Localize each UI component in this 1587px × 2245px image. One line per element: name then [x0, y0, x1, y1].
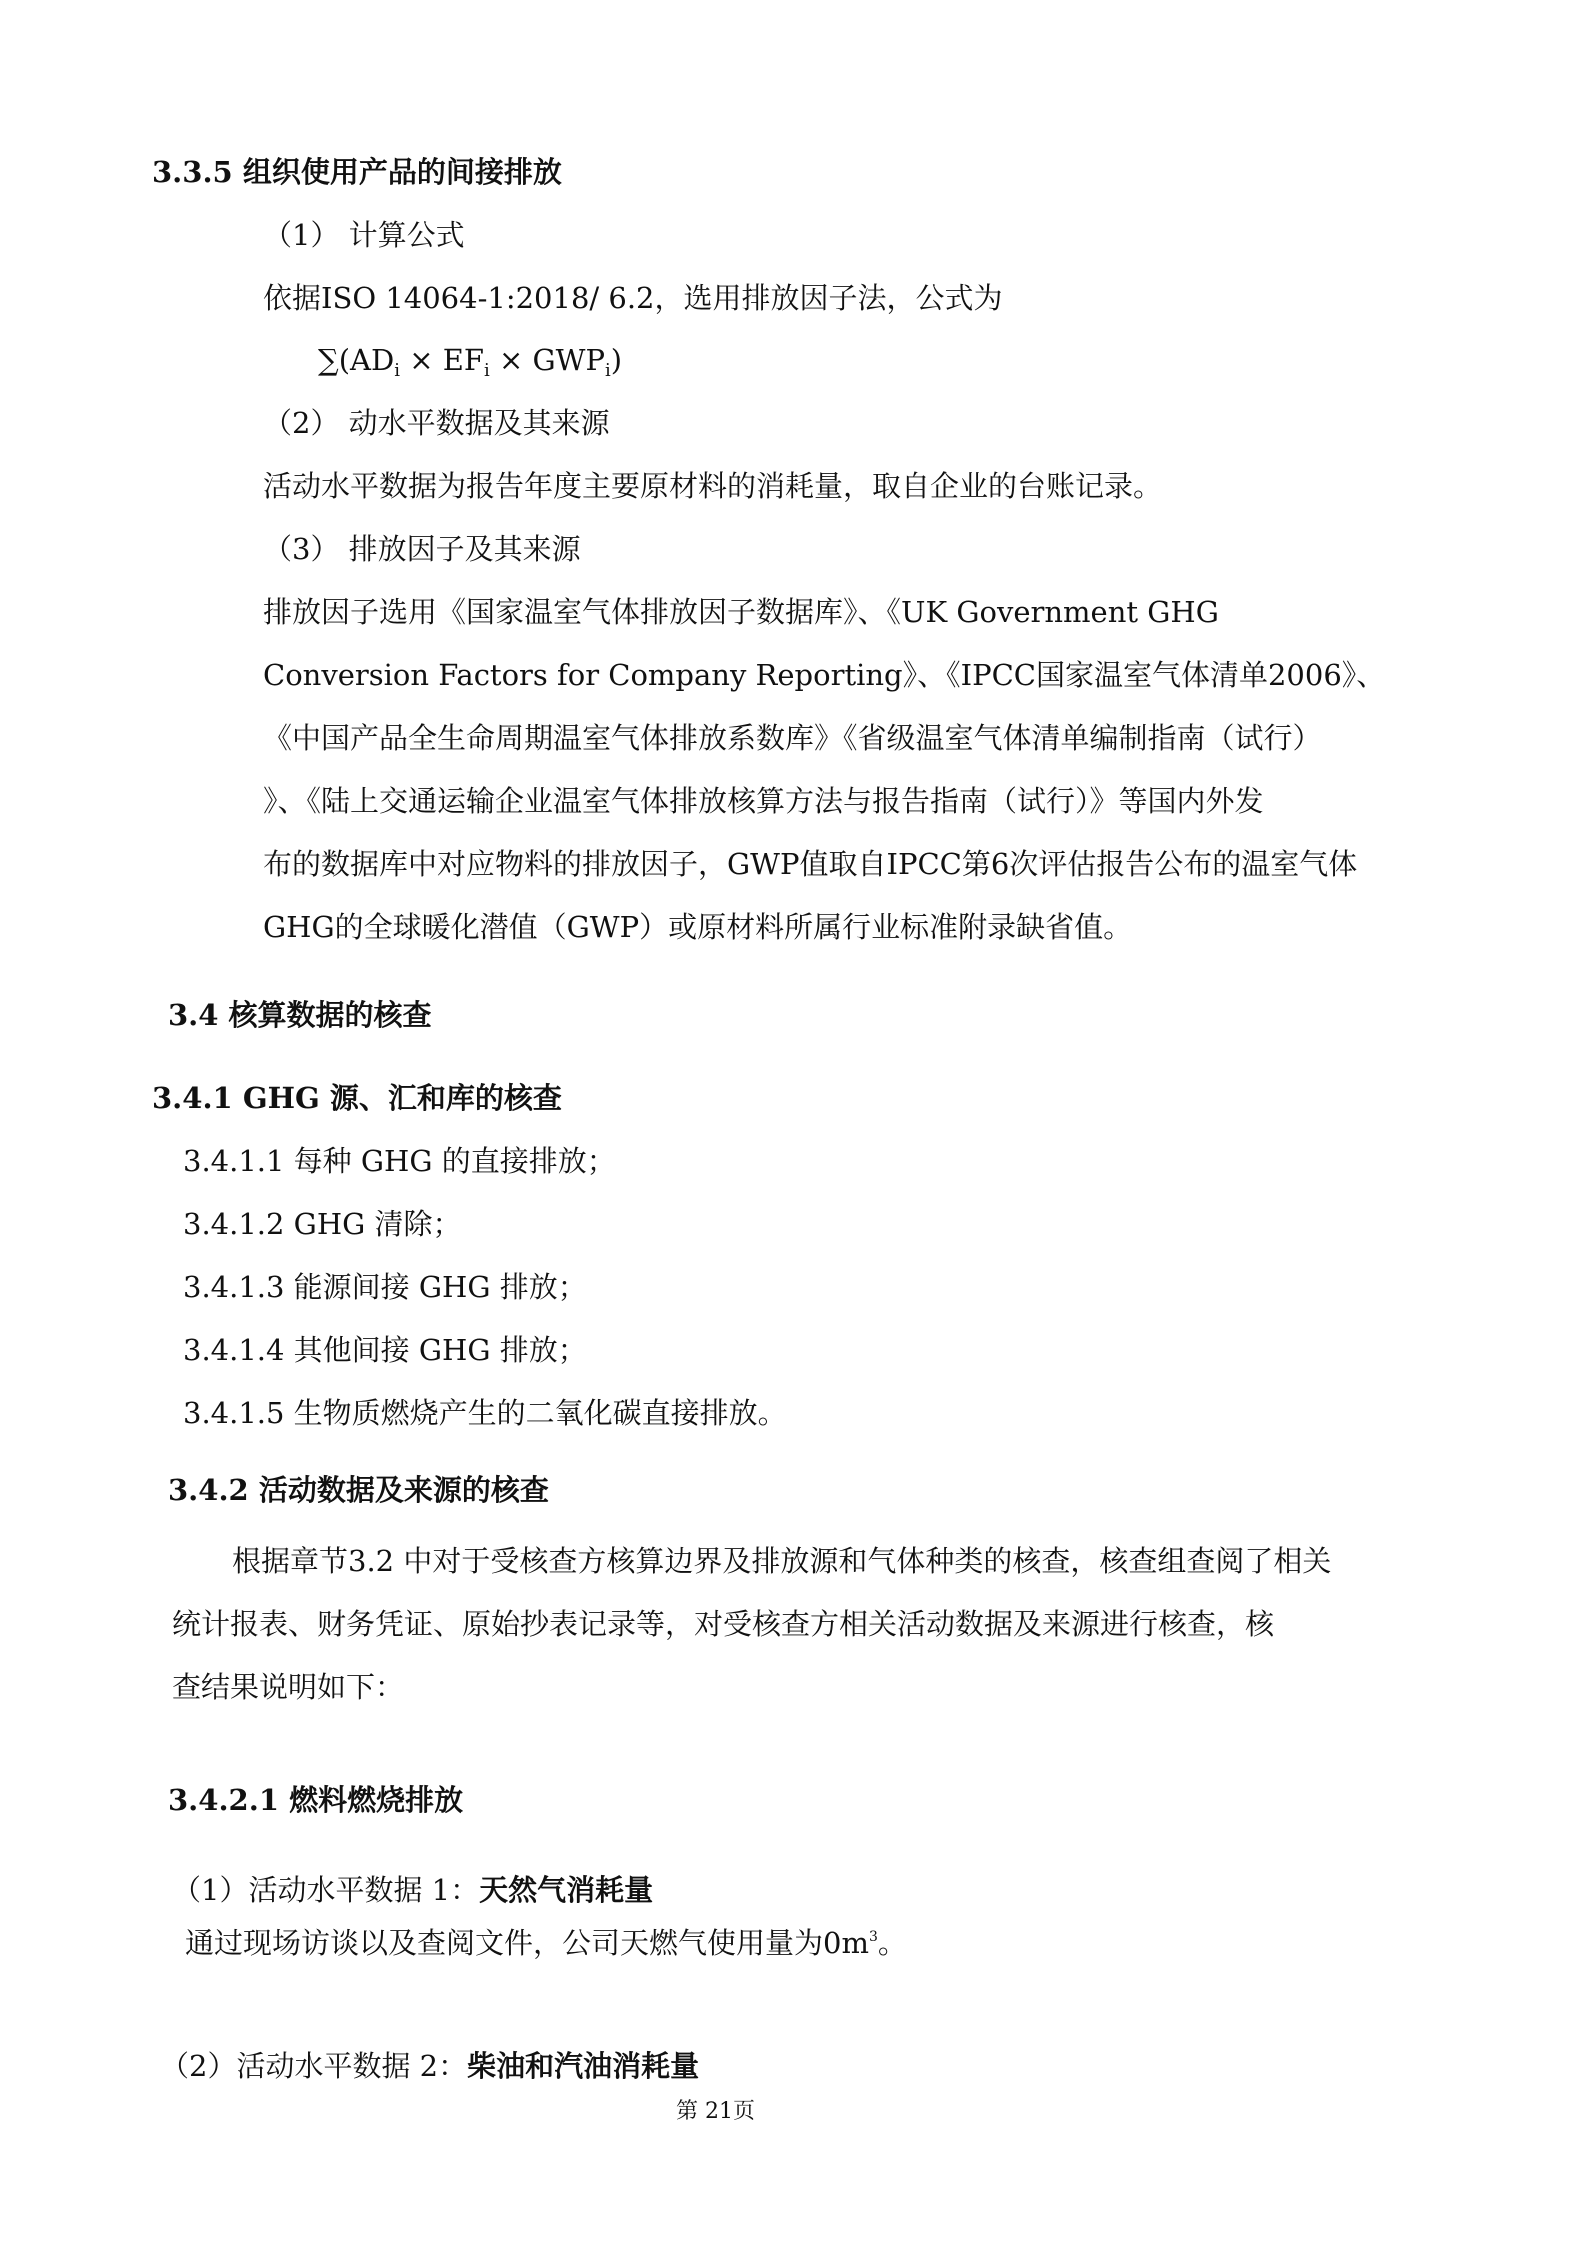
section-3-3-5-heading: 3.3.5 组织使用产品的间接排放 [152, 155, 562, 189]
formula-sub: i [484, 360, 490, 381]
ghg-list-item: 3.4.1.1 每种 GHG 的直接排放； [183, 1144, 616, 1178]
factor-source-line: GHG的全球暖化潜值（GWP）或原材料所属行业标准附录缺省值。 [263, 910, 1133, 944]
section-3-4-2-heading: 3.4.2 活动数据及来源的核查 [168, 1473, 549, 1507]
ghg-list-item: 3.4.1.2 GHG 清除； [183, 1207, 462, 1241]
sum-symbol: ∑ [318, 343, 339, 377]
formula-close: ) [610, 343, 623, 377]
activity-data-1 [172, 1870, 653, 1910]
gas-usage-end: 。 [877, 1926, 907, 1960]
activity-data-2 [160, 2046, 699, 2086]
formula-gwp: × GWP [489, 343, 606, 377]
activity-data-1-text [185, 1917, 907, 1963]
formula-sub: i [394, 360, 400, 381]
activity-data-1-prefix: （1）活动水平数据 1： [172, 1873, 480, 1907]
formula-ef: × EF [399, 343, 485, 377]
formula-sub: i [605, 360, 611, 381]
factor-source-line: Conversion Factors for Company Reporting》、《IPCC国家温室气体清单2006》、 [263, 658, 1386, 692]
ghg-list-item: 3.4.1.5 生物质燃烧产生的二氧化碳直接排放。 [183, 1396, 787, 1430]
paragraph-line: 统计报表、财务凭证、原始抄表记录等，对受核查方相关活动数据及来源进行核查，核 [172, 1607, 1275, 1641]
paragraph-line: 根据章节3.2 中对于受核查方核算边界及排放源和气体种类的核查，核查组查阅了相关 [232, 1544, 1332, 1578]
activity-data-1-title: 天然气消耗量 [479, 1873, 654, 1907]
activity-source-label: （2） 动水平数据及其来源 [263, 406, 610, 440]
cubic-superscript: 3 [868, 1929, 878, 1945]
activity-data-2-prefix: （2）活动水平数据 2： [160, 2049, 468, 2083]
page-number: 第 21页 [676, 2099, 755, 2124]
paragraph-line: 查结果说明如下： [172, 1670, 405, 1704]
activity-source-text: 活动水平数据为报告年度主要原材料的消耗量，取自企业的台账记录。 [263, 469, 1163, 503]
factor-source-line: 布的数据库中对应物料的排放因子，GWP值取自IPCC第6次评估报告公布的温室气体 [263, 847, 1358, 881]
basis-text: 依据ISO 14064-1:2018/ 6.2，选用排放因子法，公式为 [263, 281, 1003, 315]
factor-source-line: 排放因子选用《国家温室气体排放因子数据库》、《UK Government GHG [263, 595, 1219, 629]
emission-formula [318, 340, 622, 391]
section-3-4-heading: 3.4 核算数据的核查 [168, 998, 432, 1032]
factor-source-line: 》、《陆上交通运输企业温室气体排放核算方法与报告指南（试行）》等国内外发 [263, 784, 1264, 818]
section-3-4-2-1-heading: 3.4.2.1 燃料燃烧排放 [168, 1783, 464, 1817]
factor-source-line: 《中国产品全生命周期温室气体排放系数库》《省级温室气体清单编制指南（试行） [263, 721, 1322, 755]
ghg-list-item: 3.4.1.3 能源间接 GHG 排放； [183, 1270, 587, 1304]
factor-source-label: （3） 排放因子及其来源 [263, 532, 581, 566]
activity-data-2-title: 柴油和汽油消耗量 [467, 2049, 700, 2083]
gas-usage-text: 通过现场访谈以及查阅文件，公司天燃气使用量为0m [185, 1926, 869, 1960]
section-3-4-1-heading: 3.4.1 GHG 源、汇和库的核查 [152, 1081, 562, 1115]
ghg-list-item: 3.4.1.4 其他间接 GHG 排放； [183, 1333, 587, 1367]
formula-ad: (AD [338, 343, 395, 377]
formula-item-label: （1） 计算公式 [263, 218, 465, 252]
